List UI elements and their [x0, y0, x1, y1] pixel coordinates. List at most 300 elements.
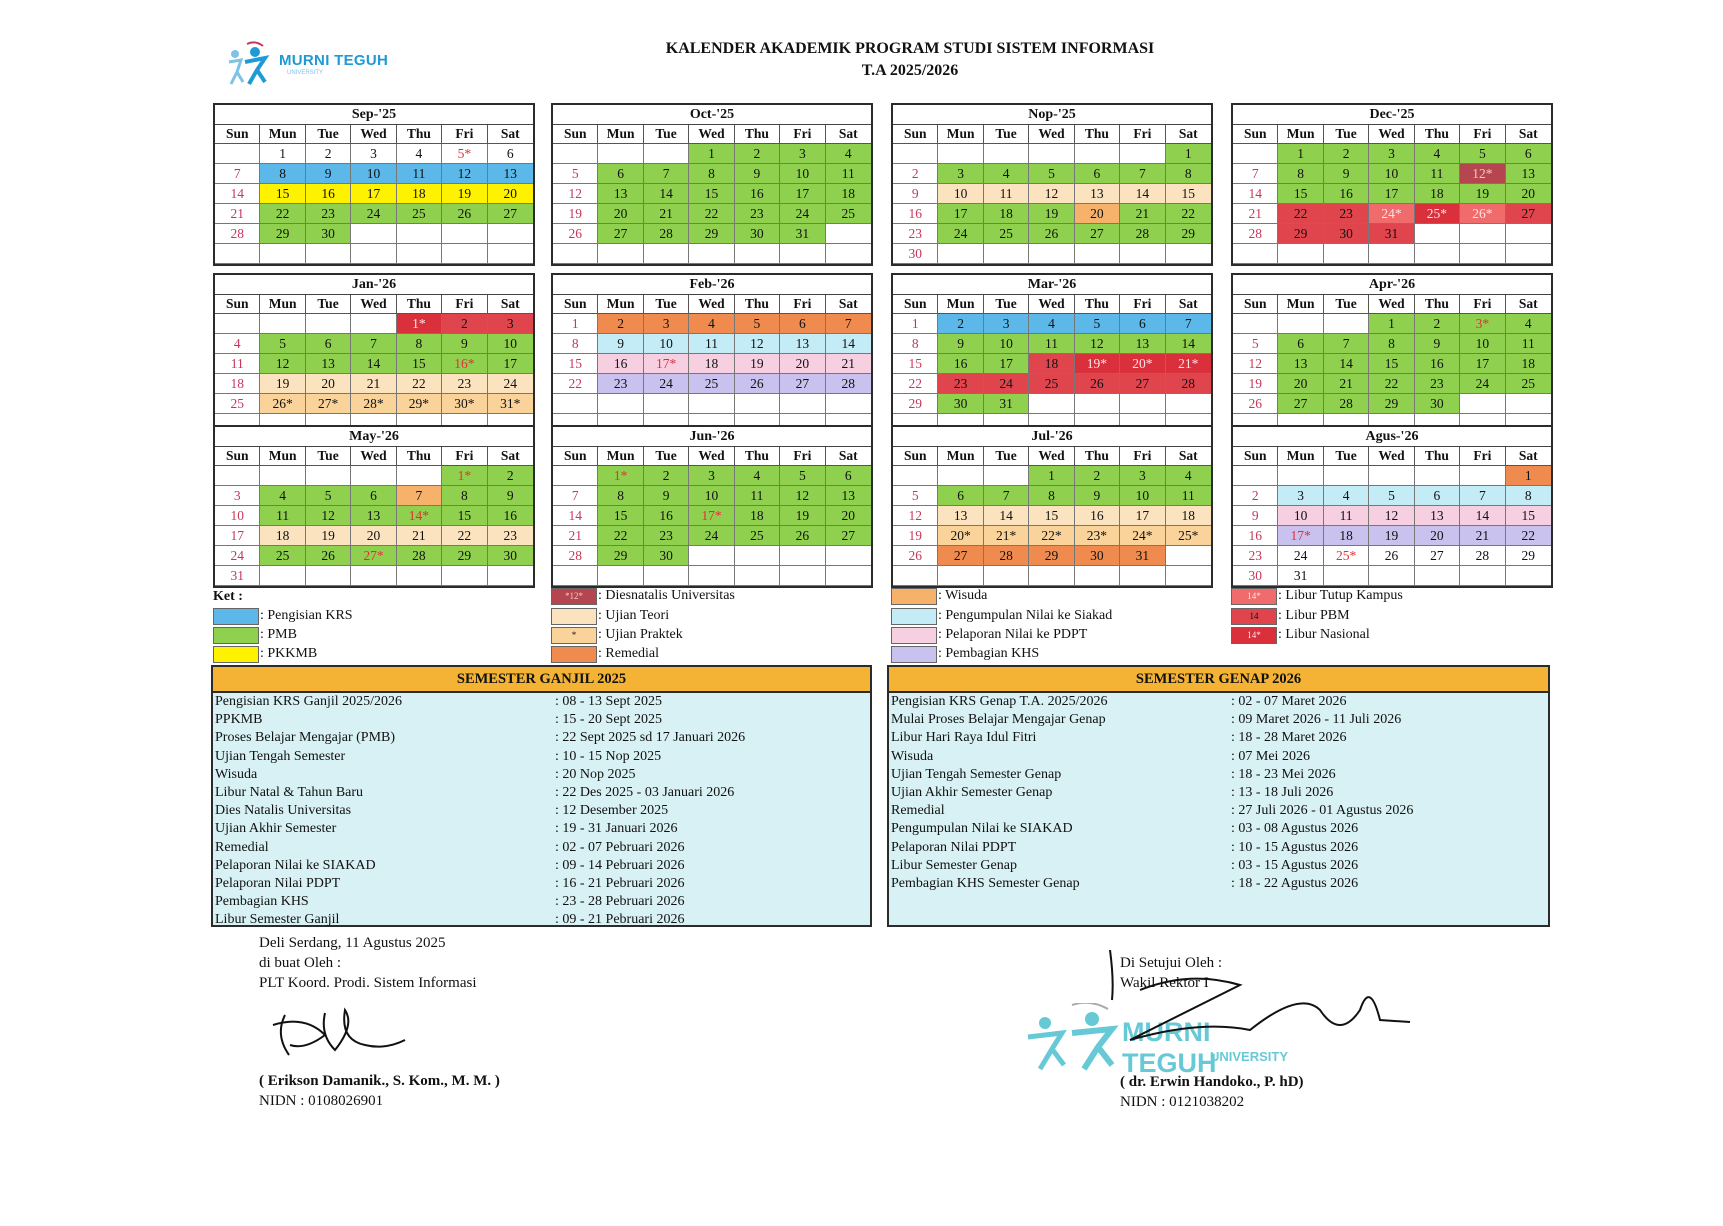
day-cell: 28	[644, 224, 689, 244]
legend-label: : PKKMB	[260, 646, 318, 661]
day-cell: 14*	[397, 506, 442, 526]
empty-cell	[397, 566, 442, 586]
day-cell: 14	[215, 184, 260, 204]
empty-cell	[1029, 566, 1074, 586]
day-cell: 20	[1506, 184, 1551, 204]
day-cell: 16	[306, 184, 351, 204]
day-cell: 26	[1369, 546, 1414, 566]
empty-cell	[780, 394, 825, 414]
empty-cell	[598, 394, 643, 414]
day-cell: 4	[397, 144, 442, 164]
day-cell: 10	[689, 486, 734, 506]
legend-heading: Ket :	[213, 589, 243, 604]
semester-row	[213, 875, 870, 893]
month-title: Mar-'26	[893, 275, 1211, 295]
weekday-header: Mun	[938, 125, 983, 144]
weekday-header: Thu	[1415, 295, 1460, 314]
day-cell: 20	[1278, 374, 1323, 394]
day-cell: 23	[893, 224, 938, 244]
day-cell: 6	[1506, 144, 1551, 164]
empty-cell	[735, 546, 780, 566]
day-cell: 31	[215, 566, 260, 586]
weekday-header: Mun	[260, 447, 305, 466]
weekday-header: Thu	[1075, 295, 1120, 314]
empty-cell	[984, 144, 1029, 164]
month-grid	[553, 125, 871, 264]
weekday-header: Fri	[1460, 125, 1505, 144]
day-cell: 21	[1324, 374, 1369, 394]
day-cell: 5	[1369, 486, 1414, 506]
weekday-header: Fri	[1460, 447, 1505, 466]
legend-label: : Pembagian KHS	[938, 646, 1040, 661]
empty-cell	[1166, 546, 1211, 566]
semester-rows	[889, 693, 1548, 893]
semester-row	[889, 729, 1548, 747]
day-cell: 4	[735, 466, 780, 486]
day-cell: 15	[1506, 506, 1551, 526]
day-cell: 22	[1369, 374, 1414, 394]
day-cell: 14	[984, 506, 1029, 526]
day-cell: 18	[1029, 354, 1074, 374]
activity-date: : 27 Juli 2026 - 01 Agustus 2026	[1231, 803, 1414, 819]
day-cell: 2	[442, 314, 487, 334]
day-cell: 1	[689, 144, 734, 164]
weekday-header: Tue	[306, 295, 351, 314]
day-cell: 10	[488, 334, 533, 354]
day-cell: 3	[488, 314, 533, 334]
day-cell: 9	[1233, 506, 1278, 526]
semester-row	[889, 766, 1548, 784]
day-cell: 19	[553, 204, 598, 224]
day-cell: 27	[488, 204, 533, 224]
day-cell: 9	[306, 164, 351, 184]
empty-cell	[215, 244, 260, 264]
day-cell: 30	[1415, 394, 1460, 414]
empty-cell	[1233, 144, 1278, 164]
empty-cell	[1324, 566, 1369, 586]
day-cell: 11	[397, 164, 442, 184]
day-cell: 15	[893, 354, 938, 374]
activity-date: : 10 - 15 Nop 2025	[555, 748, 662, 764]
day-cell: 19*	[1075, 354, 1120, 374]
empty-cell	[1120, 394, 1165, 414]
semester-row	[213, 893, 870, 911]
day-cell: 28	[1166, 374, 1211, 394]
day-cell: 7	[984, 486, 1029, 506]
day-cell: 13	[1506, 164, 1551, 184]
activity-label: Ujian Akhir Semester Genap	[891, 784, 1053, 800]
signer-right-nidn: NIDN : 0121038202	[1120, 1094, 1245, 1110]
empty-cell	[442, 224, 487, 244]
activity-date: : 18 - 28 Maret 2026	[1231, 730, 1347, 746]
day-cell: 6	[826, 466, 871, 486]
day-cell: 15	[598, 506, 643, 526]
day-cell: 25	[215, 394, 260, 414]
day-cell: 27	[1120, 374, 1165, 394]
title-line-1: KALENDER AKADEMIK PROGRAM STUDI SISTEM INFORMASI	[665, 40, 1155, 57]
weekday-header: Sun	[1233, 295, 1278, 314]
empty-cell	[780, 566, 825, 586]
activity-label: Ujian Akhir Semester	[215, 821, 337, 837]
day-cell: 2	[893, 164, 938, 184]
month-title: Oct-'25	[553, 105, 871, 125]
month-calendar	[891, 103, 1213, 266]
day-cell: 5	[1075, 314, 1120, 334]
weekday-header: Thu	[397, 125, 442, 144]
weekday-header: Wed	[351, 295, 396, 314]
day-cell: 12	[442, 164, 487, 184]
empty-cell	[1233, 314, 1278, 334]
day-cell: 26	[735, 374, 780, 394]
weekday-header: Sat	[1166, 295, 1211, 314]
day-cell: 24	[351, 204, 396, 224]
legend-label: : Libur Tutup Kampus	[1278, 588, 1403, 603]
day-cell: 10	[938, 184, 983, 204]
day-cell: 27	[1415, 546, 1460, 566]
legend-swatch	[891, 608, 937, 625]
day-cell: 30	[488, 546, 533, 566]
day-cell: 20*	[1120, 354, 1165, 374]
day-cell: 29	[442, 546, 487, 566]
day-cell: 29	[1506, 546, 1551, 566]
day-cell: 5	[260, 334, 305, 354]
day-cell: 8	[1506, 486, 1551, 506]
day-cell: 24	[938, 224, 983, 244]
month-grid	[215, 295, 533, 434]
weekday-header: Sun	[893, 295, 938, 314]
day-cell: 10	[1120, 486, 1165, 506]
signer-right-name: ( dr. Erwin Handoko., P. hD)	[1120, 1074, 1304, 1090]
month-calendar	[213, 103, 535, 266]
empty-cell	[644, 394, 689, 414]
activity-label: Pembagian KHS Semester Genap	[891, 875, 1080, 891]
weekday-header: Fri	[442, 447, 487, 466]
day-cell: 14	[644, 184, 689, 204]
day-cell: 29	[1029, 546, 1074, 566]
activity-label: Pelaporan Nilai ke SIAKAD	[215, 857, 376, 873]
weekday-header: Tue	[644, 447, 689, 466]
weekday-header: Sun	[553, 447, 598, 466]
legend-swatch: *	[551, 627, 597, 644]
weekday-header: Thu	[397, 295, 442, 314]
empty-cell	[1369, 244, 1414, 264]
activity-label: Pengumpulan Nilai ke SIAKAD	[891, 821, 1073, 837]
weekday-header: Tue	[1324, 125, 1369, 144]
month-title: Dec-'25	[1233, 105, 1551, 125]
day-cell: 24	[1278, 546, 1323, 566]
empty-cell	[1506, 566, 1551, 586]
activity-label: PPKMB	[215, 712, 263, 728]
empty-cell	[938, 244, 983, 264]
empty-cell	[1120, 244, 1165, 264]
day-cell: 15	[1278, 184, 1323, 204]
empty-cell	[488, 566, 533, 586]
weekday-header: Mun	[260, 125, 305, 144]
empty-cell	[826, 244, 871, 264]
day-cell: 12	[1233, 354, 1278, 374]
empty-cell	[397, 466, 442, 486]
day-cell: 16	[1233, 526, 1278, 546]
day-cell: 26	[442, 204, 487, 224]
day-cell: 28	[1233, 224, 1278, 244]
day-cell: 21	[397, 526, 442, 546]
weekday-header: Sat	[1506, 295, 1551, 314]
day-cell: 8	[689, 164, 734, 184]
empty-cell	[1278, 244, 1323, 264]
signer-right-block	[1120, 1072, 1304, 1112]
day-cell: 27*	[306, 394, 351, 414]
day-cell: 6	[938, 486, 983, 506]
empty-cell	[260, 244, 305, 264]
empty-cell	[893, 566, 938, 586]
activity-date: : 22 Sept 2025 sd 17 Januari 2026	[555, 730, 746, 746]
day-cell: 22*	[1029, 526, 1074, 546]
day-cell: 17	[780, 184, 825, 204]
empty-cell	[215, 466, 260, 486]
day-cell: 27	[826, 526, 871, 546]
legend-swatch	[891, 588, 937, 605]
day-cell: 28	[1120, 224, 1165, 244]
logo-text: MURNI TEGUH	[279, 52, 389, 69]
month-title: Agus-'26	[1233, 427, 1551, 447]
empty-cell	[1415, 466, 1460, 486]
empty-cell	[1278, 466, 1323, 486]
day-cell: 28	[826, 374, 871, 394]
activity-date: : 10 - 15 Agustus 2026	[1231, 839, 1359, 855]
day-cell: 17*	[1278, 526, 1323, 546]
legend-label: : Wisuda	[938, 588, 988, 603]
legend-swatch	[551, 608, 597, 625]
day-cell: 8	[1029, 486, 1074, 506]
empty-cell	[260, 314, 305, 334]
month-calendar	[213, 273, 535, 436]
weekday-header: Sat	[1506, 125, 1551, 144]
page-title	[560, 38, 1260, 82]
day-cell: 19	[1369, 526, 1414, 546]
day-cell: 16*	[442, 354, 487, 374]
day-cell: 20	[351, 526, 396, 546]
day-cell: 6	[1120, 314, 1165, 334]
day-cell: 29*	[397, 394, 442, 414]
day-cell: 12	[780, 486, 825, 506]
legend-label: : Libur PBM	[1278, 608, 1350, 623]
day-cell: 12	[893, 506, 938, 526]
day-cell: 8	[1278, 164, 1323, 184]
day-cell: 7	[1460, 486, 1505, 506]
day-cell: 3	[984, 314, 1029, 334]
empty-cell	[351, 566, 396, 586]
weekday-header: Thu	[1075, 125, 1120, 144]
empty-cell	[553, 144, 598, 164]
day-cell: 10	[644, 334, 689, 354]
day-cell: 25*	[1324, 546, 1369, 566]
day-cell: 23	[1324, 204, 1369, 224]
month-calendar	[1231, 425, 1553, 588]
day-cell: 27	[1506, 204, 1551, 224]
day-cell: 7	[644, 164, 689, 184]
weekday-header: Sun	[1233, 125, 1278, 144]
day-cell: 14	[1233, 184, 1278, 204]
semester-row	[213, 911, 870, 929]
legend-swatch	[213, 627, 259, 644]
day-cell: 12	[260, 354, 305, 374]
empty-cell	[306, 244, 351, 264]
activity-date: : 20 Nop 2025	[555, 766, 636, 782]
month-grid	[215, 447, 533, 586]
empty-cell	[1233, 244, 1278, 264]
day-cell: 18	[826, 184, 871, 204]
empty-cell	[1506, 244, 1551, 264]
weekday-header: Sun	[215, 125, 260, 144]
day-cell: 7	[1120, 164, 1165, 184]
day-cell: 9	[1324, 164, 1369, 184]
empty-cell	[260, 466, 305, 486]
day-cell: 5	[1460, 144, 1505, 164]
day-cell: 23	[598, 374, 643, 394]
day-cell: 20	[598, 204, 643, 224]
empty-cell	[1166, 244, 1211, 264]
day-cell: 22	[397, 374, 442, 394]
day-cell: 17	[984, 354, 1029, 374]
university-logo	[225, 40, 395, 88]
logo-figures-icon	[225, 40, 279, 86]
day-cell: 14	[351, 354, 396, 374]
title-line-2: T.A 2025/2026	[861, 62, 959, 79]
signer-left-name: ( Erikson Damanik., S. Kom., M. M. )	[259, 1073, 500, 1089]
activity-date: : 09 Maret 2026 - 11 Juli 2026	[1231, 712, 1402, 728]
day-cell: 9	[488, 486, 533, 506]
day-cell: 25	[984, 224, 1029, 244]
weekday-header: Wed	[351, 125, 396, 144]
semester-row	[213, 784, 870, 802]
day-cell: 6	[780, 314, 825, 334]
empty-cell	[215, 144, 260, 164]
day-cell: 8	[260, 164, 305, 184]
semester-row	[889, 693, 1548, 711]
weekday-header: Tue	[1324, 447, 1369, 466]
day-cell: 25	[1506, 374, 1551, 394]
weekday-header: Mun	[938, 295, 983, 314]
activity-date: : 08 - 13 Sept 2025	[555, 694, 662, 709]
empty-cell	[1460, 394, 1505, 414]
activity-label: Libur Natal & Tahun Baru	[215, 784, 364, 800]
day-cell: 9	[442, 334, 487, 354]
semester-row	[213, 839, 870, 857]
stamp-subtext: UNIVERSITY	[1210, 1049, 1289, 1064]
empty-cell	[351, 314, 396, 334]
month-grid	[1233, 125, 1551, 264]
activity-date: : 02 - 07 Pebruari 2026	[555, 839, 685, 855]
day-cell: 16	[488, 506, 533, 526]
weekday-header: Wed	[1029, 295, 1074, 314]
activity-label: Pelaporan Nilai PDPT	[891, 839, 1017, 855]
day-cell: 20	[780, 354, 825, 374]
day-cell: 27*	[351, 546, 396, 566]
day-cell: 6	[306, 334, 351, 354]
weekday-header: Wed	[1029, 447, 1074, 466]
day-cell: 3	[1120, 466, 1165, 486]
day-cell: 8	[553, 334, 598, 354]
empty-cell	[488, 244, 533, 264]
legend-swatch	[213, 646, 259, 663]
day-cell: 11	[260, 506, 305, 526]
day-cell: 1	[1278, 144, 1323, 164]
activity-date: : 09 - 14 Pebruari 2026	[555, 857, 685, 873]
day-cell: 30*	[442, 394, 487, 414]
day-cell: 13	[351, 506, 396, 526]
legend-swatch	[551, 646, 597, 663]
semester-row	[889, 839, 1548, 857]
day-cell: 29	[1369, 394, 1414, 414]
weekday-header: Thu	[1415, 447, 1460, 466]
day-cell: 17	[1460, 354, 1505, 374]
empty-cell	[1029, 244, 1074, 264]
day-cell: 17	[938, 204, 983, 224]
day-cell: 19	[1029, 204, 1074, 224]
day-cell: 25	[826, 204, 871, 224]
activity-date: : 03 - 15 Agustus 2026	[1231, 857, 1359, 873]
empty-cell	[1075, 144, 1120, 164]
empty-cell	[938, 566, 983, 586]
day-cell: 4	[689, 314, 734, 334]
semester-row	[213, 766, 870, 784]
empty-cell	[397, 224, 442, 244]
empty-cell	[1324, 314, 1369, 334]
day-cell: 13	[826, 486, 871, 506]
empty-cell	[689, 546, 734, 566]
day-cell: 27	[780, 374, 825, 394]
day-cell: 9	[644, 486, 689, 506]
day-cell: 27	[1278, 394, 1323, 414]
weekday-header: Tue	[644, 125, 689, 144]
day-cell: 16	[1415, 354, 1460, 374]
legend-swatch	[213, 608, 259, 625]
weekday-header: Thu	[397, 447, 442, 466]
day-cell: 28	[1324, 394, 1369, 414]
day-cell: 24	[984, 374, 1029, 394]
empty-cell	[306, 466, 351, 486]
day-cell: 15	[1166, 184, 1211, 204]
empty-cell	[1460, 224, 1505, 244]
day-cell: 21	[1460, 526, 1505, 546]
day-cell: 13	[306, 354, 351, 374]
semester-row	[889, 748, 1548, 766]
activity-label: Ujian Tengah Semester Genap	[891, 766, 1062, 782]
day-cell: 24	[1460, 374, 1505, 394]
activity-label: Pembagian KHS	[215, 894, 309, 910]
day-cell: 11	[1166, 486, 1211, 506]
day-cell: 11	[215, 354, 260, 374]
day-cell: 9	[1415, 334, 1460, 354]
day-cell: 24	[215, 546, 260, 566]
day-cell: 4	[260, 486, 305, 506]
weekday-header: Fri	[780, 447, 825, 466]
semester-title: SEMESTER GENAP 2026	[889, 667, 1548, 693]
empty-cell	[826, 224, 871, 244]
empty-cell	[1506, 394, 1551, 414]
legend-label: : Ujian Praktek	[598, 627, 683, 642]
empty-cell	[1120, 566, 1165, 586]
empty-cell	[1075, 244, 1120, 264]
empty-cell	[644, 144, 689, 164]
weekday-header: Sat	[1166, 447, 1211, 466]
empty-cell	[735, 394, 780, 414]
day-cell: 19	[306, 526, 351, 546]
empty-cell	[598, 244, 643, 264]
day-cell: 29	[1278, 224, 1323, 244]
activity-label: Ujian Tengah Semester	[215, 748, 346, 764]
month-grid	[893, 447, 1211, 586]
